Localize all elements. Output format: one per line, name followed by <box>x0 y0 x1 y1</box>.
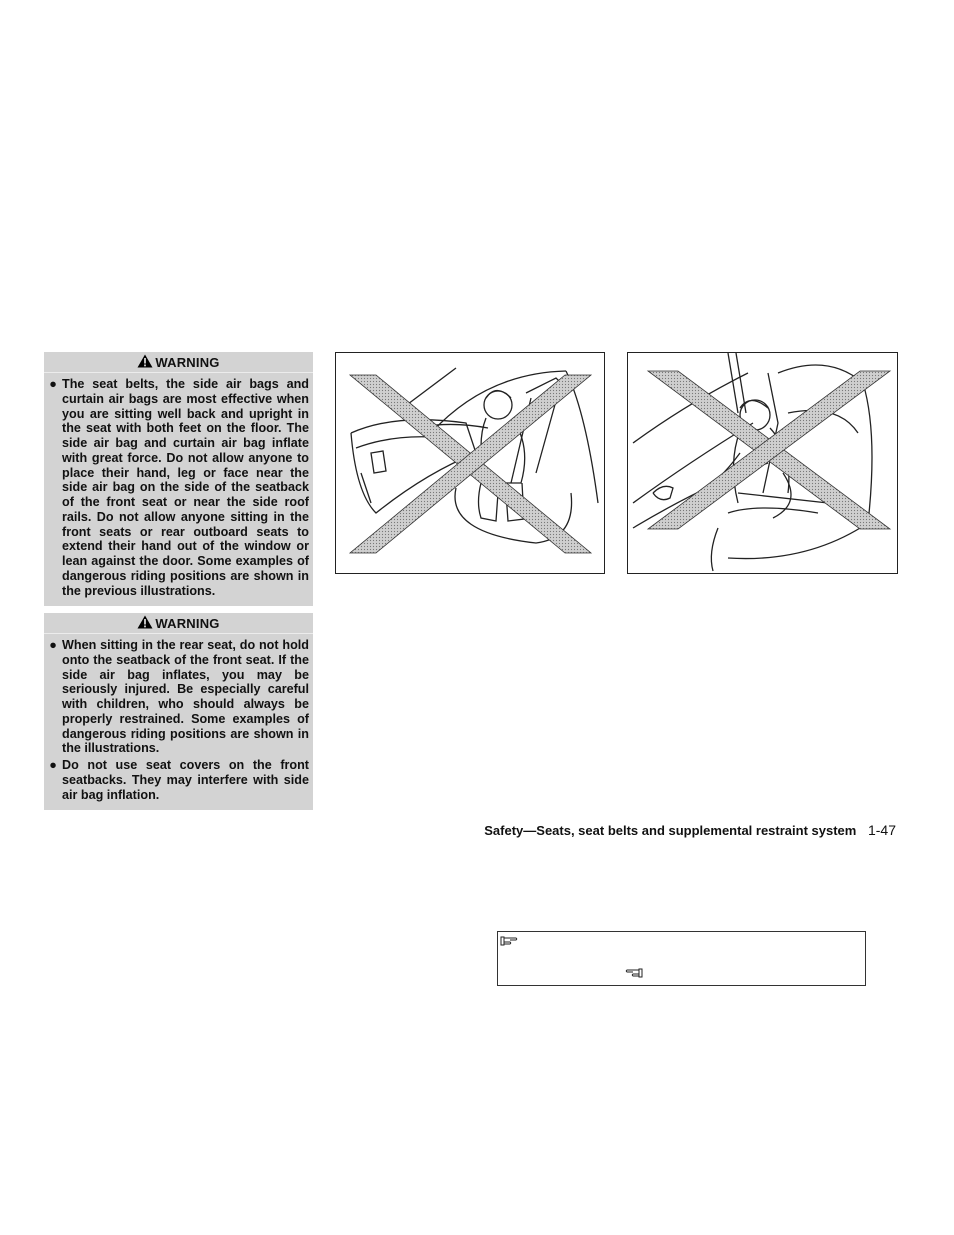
page-number: 1-47 <box>867 822 896 838</box>
warning-heading: WARNING <box>155 354 220 370</box>
warning-box-1 <box>44 352 313 606</box>
pointing-hand-right-icon <box>500 935 518 946</box>
warning-header <box>44 352 313 373</box>
warning-heading: WARNING <box>155 615 220 631</box>
warning-triangle-icon <box>137 354 155 371</box>
illustration-passenger-door <box>627 352 898 574</box>
warning-triangle-icon <box>137 615 155 632</box>
warning-text: The seat belts, the side air bags and curtain air bags are most effective when you are sitting well back and upright in the seat with both feet on the floor. The side air bag and curtain air bag inflate with great force. Do not allow anyone to place their hand, leg or face near the side air bag on the side of the seatback of the front seat or near the side roof rails. Do not allow anyone sitting in the front seats or rear outboard seats to extend their hand out of the window or lean against the door. Some examples of dangerous riding positions are shown in the previous illustrations. <box>62 377 309 598</box>
bullet: ● <box>49 638 57 652</box>
warning-item <box>44 758 309 802</box>
illustration-child-dashboard <box>335 352 605 574</box>
page-footer <box>484 822 896 838</box>
section-title: Safety—Seats, seat belts and supplemental restraint system <box>484 823 857 838</box>
warning-text: Do not use seat covers on the front seatbacks. They may interfere with side air bag inflation. <box>62 758 309 802</box>
warning-item <box>44 638 309 756</box>
bullet: ● <box>49 377 57 391</box>
warning-text: When sitting in the rear seat, do not hold onto the seatback of the front seat. If the side air bag inflates, you may be seriously injured. Be especially careful with children, who should always be properly restrained. Some examples of dangerous riding positions are shown in the illustrations. <box>62 638 309 756</box>
warning-item <box>44 377 309 598</box>
reference-box <box>497 931 866 986</box>
warning-box-2 <box>44 613 313 810</box>
pointing-hand-left-icon <box>625 967 643 978</box>
warning-header <box>44 613 313 634</box>
bullet: ● <box>49 758 57 772</box>
